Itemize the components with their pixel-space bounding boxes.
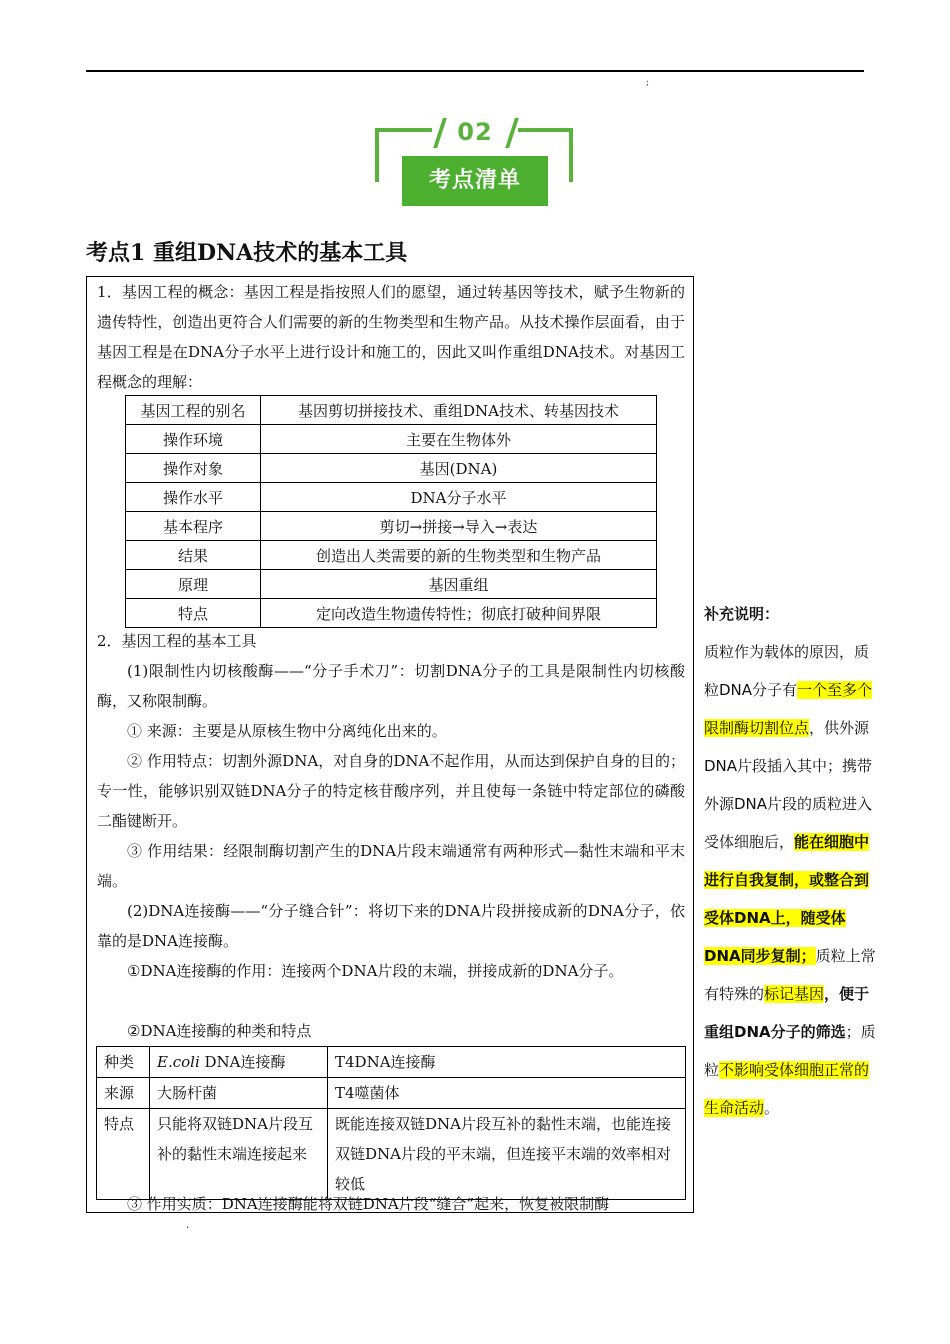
ligase-table xyxy=(96,1046,686,1200)
table-row: 特点 定向改造生物遗传特性；彻底打破种间界限 xyxy=(126,599,657,628)
paragraph-action: ② 作用特点：切割外源DNA，对自身的DNA不起作用，从而达到保护自身的目的；专一性，能够识别双链DNA分子的特定核苷酸序列，并且使每一条链中特定部位的磷酸二酯键断开。 xyxy=(97,752,685,830)
sidebar-note xyxy=(704,595,876,1127)
highlight-no-effect: 不影响受体细胞正常的生命活动 xyxy=(704,1061,870,1117)
table-row: 来源 大肠杆菌 T4噬菌体 xyxy=(97,1078,686,1109)
header-rule xyxy=(86,70,864,72)
subheading-tools: 2．基因工程的基本工具 xyxy=(97,632,257,650)
highlight-marker-gene: 标记基因 xyxy=(764,985,825,1003)
paragraph-ligase-types: ②DNA连接酶的种类和特点 xyxy=(127,1022,312,1040)
header-mark: ; xyxy=(646,78,650,88)
table-row: 操作对象 基因(DNA) xyxy=(126,454,657,483)
highlight-cut-sites: 一个至多个限制酶切割位点 xyxy=(704,681,873,737)
highlight-replication: 能在细胞中进行自我复制，或整合到受体DNA上，随受体DNA同步复制； xyxy=(704,833,870,965)
table-row: 基因工程的别名 基因剪切拼接技术、重组DNA技术、转基因技术 xyxy=(126,396,657,425)
sidebar-title: 补充说明： xyxy=(704,605,780,623)
section-heading: 考点1 重组DNA技术的基本工具 xyxy=(86,240,408,266)
sidebar-body: 质粒作为载体的原因，质粒DNA分子有一个至多个限制酶切割位点，供外源DNA片段插入其中；携带外源DNA片段的质粒进入受体细胞后，能在细胞中进行自我复制，或整合到受体DNA上，随受体DNA同步复制；质粒上常有特殊的标记基因，便于重组DNA分子的筛选；质粒不影响受体细胞正常的生命活动。 xyxy=(704,643,876,1117)
table-row: 种类 E.coli DNA连接酶 T4DNA连接酶 xyxy=(97,1047,686,1078)
paragraph-ligase: (2)DNA连接酶——“分子缝合针”：将切下来的DNA片段拼接成新的DNA分子，依靠的是DNA连接酶。 xyxy=(97,902,685,950)
paragraph-source: ① 来源：主要是从原核生物中分离纯化出来的。 xyxy=(127,722,447,740)
paragraph-restriction-enzyme: (1)限制性内切核酸酶——“分子手术刀”：切割DNA分子的工具是限制性内切核酸酶，又称限制酶。 xyxy=(97,662,685,710)
paragraph-ligase-function: ①DNA连接酶的作用：连接两个DNA片段的末端，拼接成新的DNA分子。 xyxy=(127,962,624,980)
concept-table xyxy=(125,395,657,628)
paragraph-ligase-essence: ③ 作用实质：DNA连接酶能将双链DNA片段“缝合”起来，恢复被限制酶 xyxy=(127,1195,610,1213)
table-row: 结果 创造出人类需要的新的生物类型和生物产品 xyxy=(126,541,657,570)
badge-label: 考点清单 xyxy=(402,156,548,206)
table-row: 操作环境 主要在生物体外 xyxy=(126,425,657,454)
footer-mark: . xyxy=(186,1220,190,1231)
table-row: 原理 基因重组 xyxy=(126,570,657,599)
paragraph-concept: 1．基因工程的概念：基因工程是指按照人们的愿望，通过转基因等技术，赋予生物新的遗传特性，创造出更符合人们需要的新的生物类型和生物产品。从技术操作层面看，由于基因工程是在DNA分子水平上进行设计和施工的，因此又叫作重组DNA技术。对基因工程概念的理解： xyxy=(97,283,685,391)
table-row: 操作水平 DNA分子水平 xyxy=(126,483,657,512)
content-box xyxy=(86,276,694,1213)
paragraph-result: ③ 作用结果：经限制酶切割产生的DNA片段末端通常有两种形式—黏性末端和平末端。 xyxy=(97,842,685,890)
table-row: 特点 只能将双链DNA片段互补的黏性末端连接起来 既能连接双链DNA片段互补的黏性末端，也能连接双链DNA片段的平末端，但连接平末端的效率相对较低 xyxy=(97,1109,686,1200)
table-row: 基本程序 剪切→拼接→导入→表达 xyxy=(126,512,657,541)
section-badge xyxy=(372,112,578,208)
badge-number: 02 xyxy=(457,118,493,146)
